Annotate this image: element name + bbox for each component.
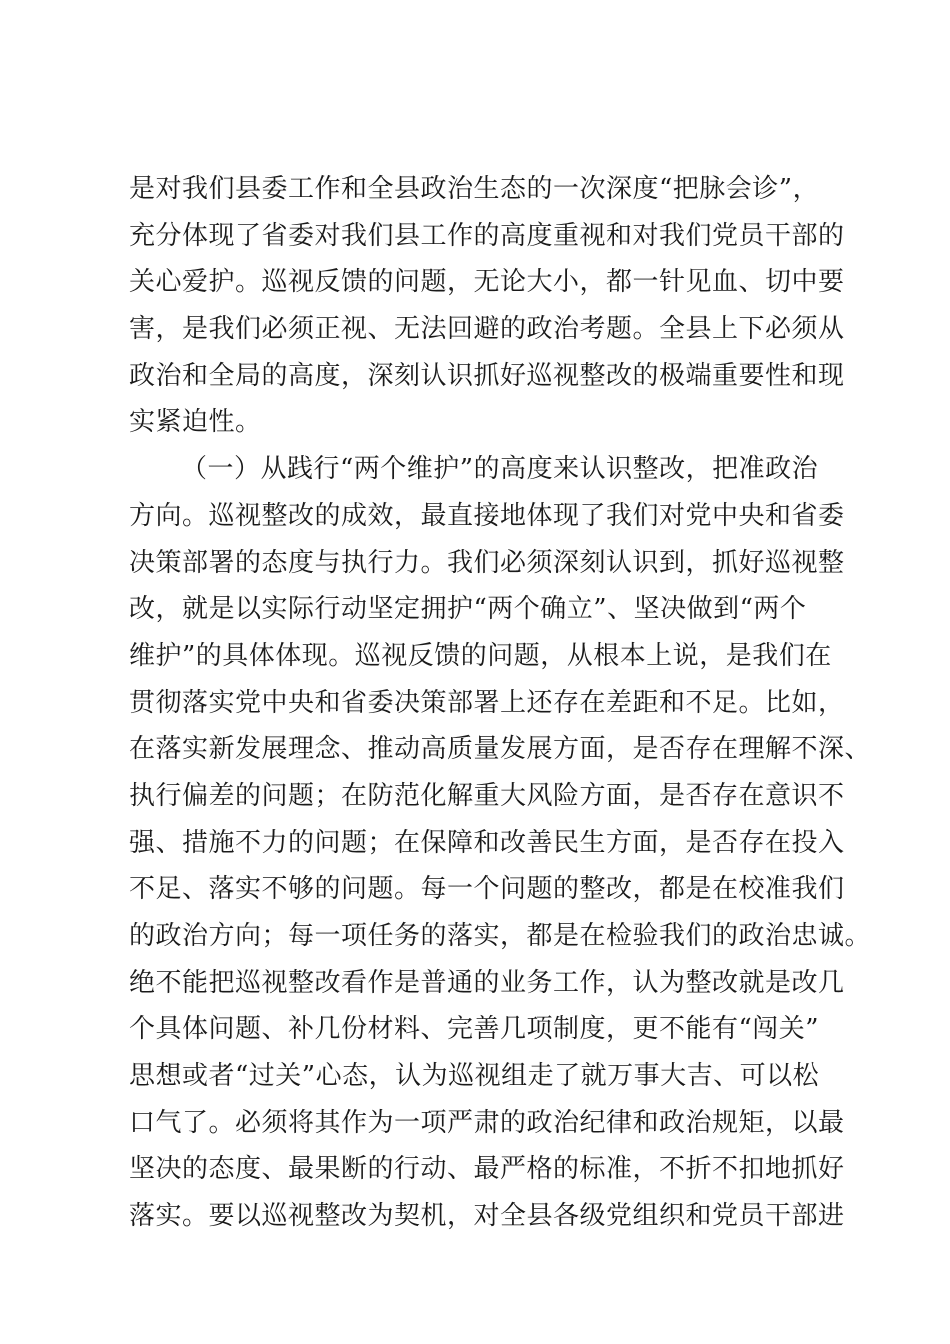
text-line: 坚决的态度、最果断的行动、最严格的标准，不折不扣地抓好	[129, 1154, 845, 1185]
text-line: 口气了。必须将其作为一项严肃的政治纪律和政治规矩，以最	[129, 1107, 845, 1138]
text-line: 在落实新发展理念、推动高质量发展方面，是否存在理解不深、	[129, 734, 872, 765]
text-line: 个具体问题、补几份材料、完善几项制度，更不能有“闯关”	[129, 1014, 820, 1045]
text-line: 关心爱护。巡视反馈的问题，无论大小，都一针见血、切中要	[129, 267, 845, 298]
text-line: 不足、落实不够的问题。每一个问题的整改，都是在校准我们	[129, 874, 845, 905]
text-line: 落实。要以巡视整改为契机，对全县各级党组织和党员干部进	[129, 1201, 845, 1232]
section-heading-line: （一）从践行“两个维护”的高度来认识整改，把准政治	[181, 454, 819, 485]
text-line: 改，就是以实际行动坚定拥护“两个确立”、坚决做到“两个	[129, 594, 807, 625]
text-line: 维护”的具体体现。巡视反馈的问题，从根本上说，是我们在	[129, 640, 832, 671]
text-line: 决策部署的态度与执行力。我们必须深刻认识到，抓好巡视整	[129, 547, 845, 578]
text-line: 贯彻落实党中央和省委决策部署上还存在差距和不足。比如，	[129, 687, 845, 718]
text-line: 方向。巡视整改的成效，最直接地体现了我们对党中央和省委	[129, 500, 845, 531]
text-line: 强、措施不力的问题；在保障和改善民生方面，是否存在投入	[129, 827, 845, 858]
text-line: 执行偏差的问题；在防范化解重大风险方面，是否存在意识不	[129, 780, 845, 811]
text-line: 政治和全局的高度，深刻认识抓好巡视整改的极端重要性和现	[129, 360, 845, 391]
text-line: 害，是我们必须正视、无法回避的政治考题。全县上下必须从	[129, 314, 845, 345]
text-line: 实紧迫性。	[129, 407, 262, 438]
text-line: 绝不能把巡视整改看作是普通的业务工作，认为整改就是改几	[129, 967, 845, 998]
text-line: 是对我们县委工作和全县政治生态的一次深度“把脉会诊”，	[129, 174, 820, 204]
text-line: 思想或者“过关”心态，认为巡视组走了就万事大吉、可以松	[129, 1061, 820, 1092]
text-line: 的政治方向；每一项任务的落实，都是在检验我们的政治忠诚。	[129, 921, 872, 951]
text-line: 充分体现了省委对我们县工作的高度重视和对我们党员干部的	[129, 220, 845, 251]
body-text	[129, 166, 872, 1240]
